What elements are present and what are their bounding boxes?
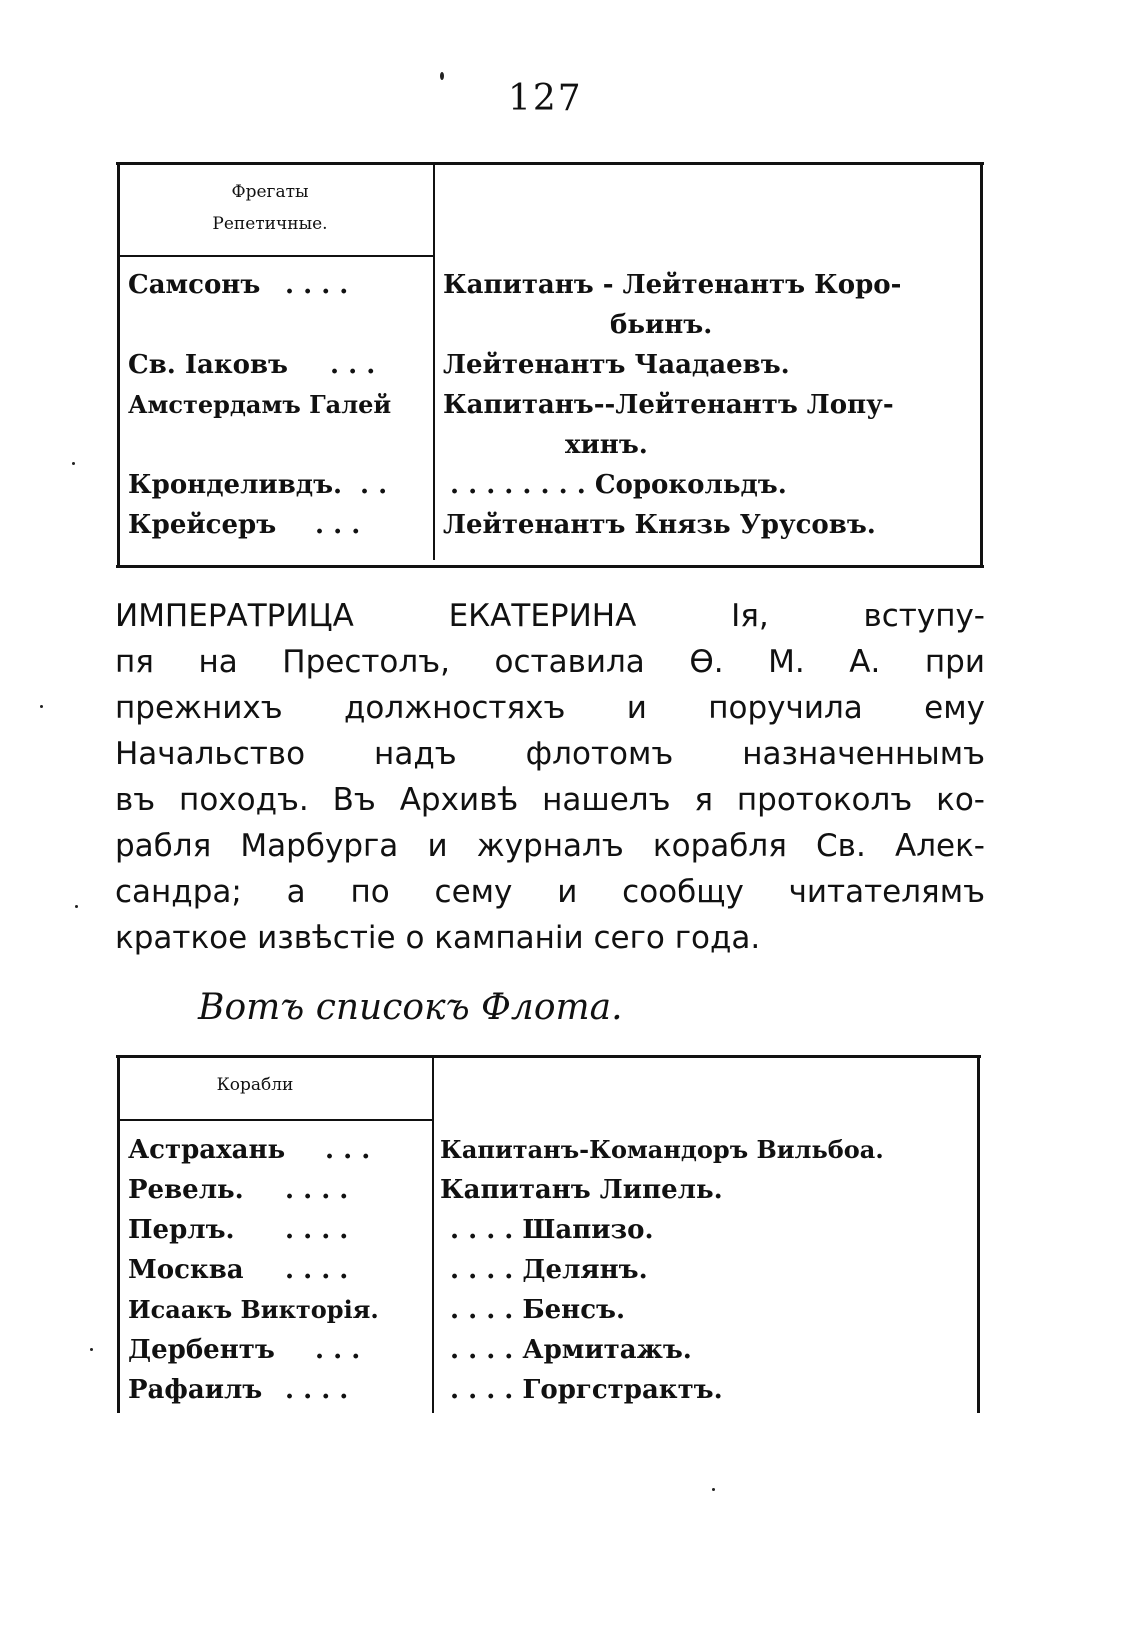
- officer-name: Капитанъ - Лейтенантъ Коро-: [443, 270, 902, 300]
- ship-name: Перлъ.: [128, 1215, 235, 1245]
- table-top-rule: [116, 1055, 981, 1058]
- table-row: [120, 1335, 977, 1375]
- leader-dots: . .: [360, 470, 388, 500]
- list-subheading: Вотъ списокъ Флота.: [198, 987, 623, 1028]
- text-line: Начальство надъ флотомъ назначеннымъ: [115, 736, 985, 772]
- ink-speck: [90, 1348, 93, 1351]
- ship-name: Амстердамъ Галей: [128, 390, 392, 419]
- ship-name: Ревель.: [128, 1175, 244, 1205]
- text-line: ИМПЕРАТРИЦА ЕКАТЕРИНА Iя, вступу-: [115, 598, 985, 634]
- text-line: въ походъ. Въ Архивѣ нашелъ я протоколъ ко-: [115, 782, 985, 818]
- leader-dots: . . . .: [285, 1175, 349, 1205]
- text-line: рабля Марбурга и журналъ корабля Св. Алек-: [115, 828, 985, 864]
- table-row: [120, 1295, 977, 1335]
- officer-name: Капитанъ--Лейтенантъ Лопу-: [443, 390, 894, 420]
- ship-name: Рафаилъ: [128, 1375, 263, 1405]
- leader-dots: . . .: [315, 510, 361, 540]
- table-header: [120, 1069, 390, 1101]
- officer-name: Капитанъ-Командоръ Вильбоа.: [440, 1135, 884, 1164]
- officer-name-continuation: хинъ.: [565, 430, 648, 460]
- table-row: [120, 390, 980, 460]
- ship-name: Дербентъ: [128, 1335, 275, 1365]
- table-row: [120, 350, 980, 390]
- leader-dots: . . . .: [285, 1375, 349, 1405]
- ships-table: [117, 1055, 980, 1413]
- text-line: краткое извѣстіе о кампаніи сего года.: [115, 920, 761, 956]
- table-row: [120, 470, 980, 510]
- header-rule: [120, 255, 433, 257]
- ink-speck: [75, 905, 78, 908]
- leader-dots: . . .: [330, 350, 376, 380]
- table-row: [120, 1135, 977, 1175]
- leader-dots: . . . .: [285, 1255, 349, 1285]
- table-header: [120, 176, 420, 240]
- ship-name: Самсонъ: [128, 270, 261, 300]
- leader-dots: . . . .: [285, 1215, 349, 1245]
- header-line: Репетичные.: [212, 214, 328, 234]
- ship-name: Исаакъ Викторія.: [128, 1295, 379, 1324]
- leader-dots: . . .: [325, 1135, 371, 1165]
- header-line: Корабли: [216, 1075, 294, 1095]
- officer-name: . . . . Бенсъ.: [450, 1295, 626, 1325]
- officer-name: . . . . Горгстрактъ.: [450, 1375, 723, 1405]
- leader-dots: . . .: [315, 1335, 361, 1365]
- ship-name: Св. Іаковъ: [128, 350, 288, 380]
- officer-name: Капитанъ Липель.: [440, 1175, 723, 1205]
- ship-name: Крейсеръ: [128, 510, 277, 540]
- header-rule: [120, 1119, 432, 1121]
- table-row: [120, 1375, 977, 1415]
- ink-speck: [712, 1488, 715, 1491]
- table-row: [120, 1255, 977, 1295]
- text-line: пя на Престолъ, оставила Ѳ. М. А. при: [115, 644, 985, 680]
- ink-speck: [40, 705, 43, 708]
- header-line: Фрегаты: [231, 182, 309, 202]
- table-row: [120, 270, 980, 340]
- table-bottom-rule: [116, 565, 984, 568]
- officer-name: . . . . Армитажъ.: [450, 1335, 692, 1365]
- officer-name: . . . . Шапизо.: [450, 1215, 654, 1245]
- table-row: [120, 510, 980, 550]
- officer-name: Лейтенантъ Чаадаевъ.: [443, 350, 790, 380]
- table-row: [120, 1215, 977, 1255]
- ink-speck: [72, 462, 75, 465]
- ship-name: Москва: [128, 1255, 244, 1285]
- leader-dots: . . . .: [285, 270, 349, 300]
- text-line: прежнихъ должностяхъ и поручила ему: [115, 690, 985, 726]
- page-number: 127: [508, 78, 583, 119]
- table-top-rule: [116, 162, 984, 165]
- ink-speck: [440, 72, 444, 80]
- officer-name: . . . . . . . . Сорокольдъ.: [450, 470, 787, 500]
- body-paragraph: [115, 593, 985, 961]
- officer-name-continuation: бьинъ.: [610, 310, 713, 340]
- table-row: [120, 1175, 977, 1215]
- ship-name: Астрахань: [128, 1135, 286, 1165]
- text-line: сандра; а по сему и сообщу читателямъ: [115, 874, 985, 910]
- ship-name: Кронделивдъ.: [128, 470, 343, 500]
- frigates-table: [117, 162, 983, 568]
- officer-name: Лейтенантъ Князь Урусовъ.: [443, 510, 876, 540]
- officer-name: . . . . Делянъ.: [450, 1255, 648, 1285]
